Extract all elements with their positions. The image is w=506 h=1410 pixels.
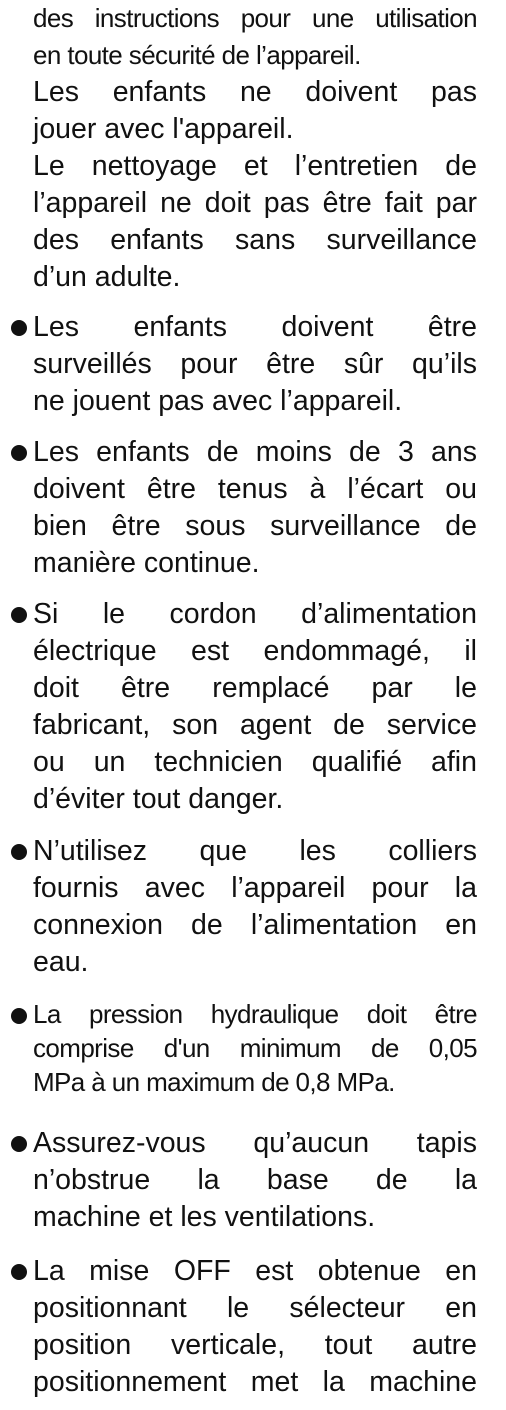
text-line: d’éviter tout danger.: [33, 783, 284, 815]
text-line: Assurez-vous qu’aucun tapis: [33, 1127, 477, 1159]
text-line: Le nettoyage et l’entretien de: [33, 150, 477, 182]
text-line: N’utilisez que les colliers: [33, 835, 477, 867]
text-line: Les enfants doivent être: [33, 311, 477, 343]
text-line: l’appareil ne doit pas être fait par: [33, 187, 477, 219]
bullet-text: [33, 1125, 477, 1236]
bullet-icon: [11, 1264, 27, 1280]
text-line: fournis avec l’appareil pour la: [33, 872, 477, 904]
text-line: manière continue.: [33, 547, 260, 579]
bullet-icon: [11, 1008, 27, 1024]
text-line: jouer avec l'appareil.: [33, 113, 294, 145]
text-line: doivent être tenus à l’écart ou: [33, 473, 477, 505]
text-line: ou un technicien qualifié afin: [33, 746, 477, 778]
bullet-icon: [11, 445, 27, 461]
bullet-text: [33, 309, 477, 420]
text-line: d’un adulte.: [33, 261, 181, 293]
bullet-icon: [11, 607, 27, 623]
text-line: La mise OFF est obtenue en: [33, 1255, 477, 1287]
text-line: positionnant le sélecteur en: [33, 1292, 477, 1324]
text-line: Les enfants de moins de 3 ans: [33, 436, 477, 468]
text-line: positionnement met la machine: [33, 1366, 477, 1398]
bullet-text: [33, 434, 477, 582]
bullet-text: [33, 997, 477, 1099]
text-line: eau.: [33, 946, 89, 978]
text-line: machine et les ventilations.: [33, 1201, 376, 1233]
text-line: position verticale, tout autre: [33, 1329, 477, 1361]
text-line: Les enfants ne doivent pas: [33, 76, 477, 108]
bullet-icon: [11, 1136, 27, 1152]
text-line: comprise d'un minimum de 0,05: [33, 1033, 477, 1063]
bullet-text: [33, 596, 477, 818]
text-line: fabricant, son agent de service: [33, 709, 477, 741]
text-line: en toute sécurité de l’appareil.: [33, 40, 361, 70]
text-line: électrique est endommagé, il: [33, 635, 477, 667]
text-line: des enfants sans surveillance: [33, 224, 477, 256]
text-line: n’obstrue la base de la: [33, 1164, 477, 1196]
bullet-icon: [11, 844, 27, 860]
intro-paragraph: [33, 0, 477, 296]
bullet-icon: [11, 320, 27, 336]
text-line: surveillés pour être sûr qu’ils: [33, 348, 477, 380]
text-line: La pression hydraulique doit être: [33, 999, 477, 1029]
bullet-text: [33, 833, 477, 981]
text-line: MPa à un maximum de 0,8 MPa.: [33, 1067, 395, 1097]
text-line: Si le cordon d’alimentation: [33, 598, 477, 630]
text-line: doit être remplacé par le: [33, 672, 477, 704]
text-line: des instructions pour une utilisation: [33, 3, 477, 33]
text-line: bien être sous surveillance de: [33, 510, 477, 542]
text-line: ne jouent pas avec l’appareil.: [33, 385, 403, 417]
bullet-text: [33, 1253, 477, 1401]
text-line: connexion de l’alimentation en: [33, 909, 477, 941]
